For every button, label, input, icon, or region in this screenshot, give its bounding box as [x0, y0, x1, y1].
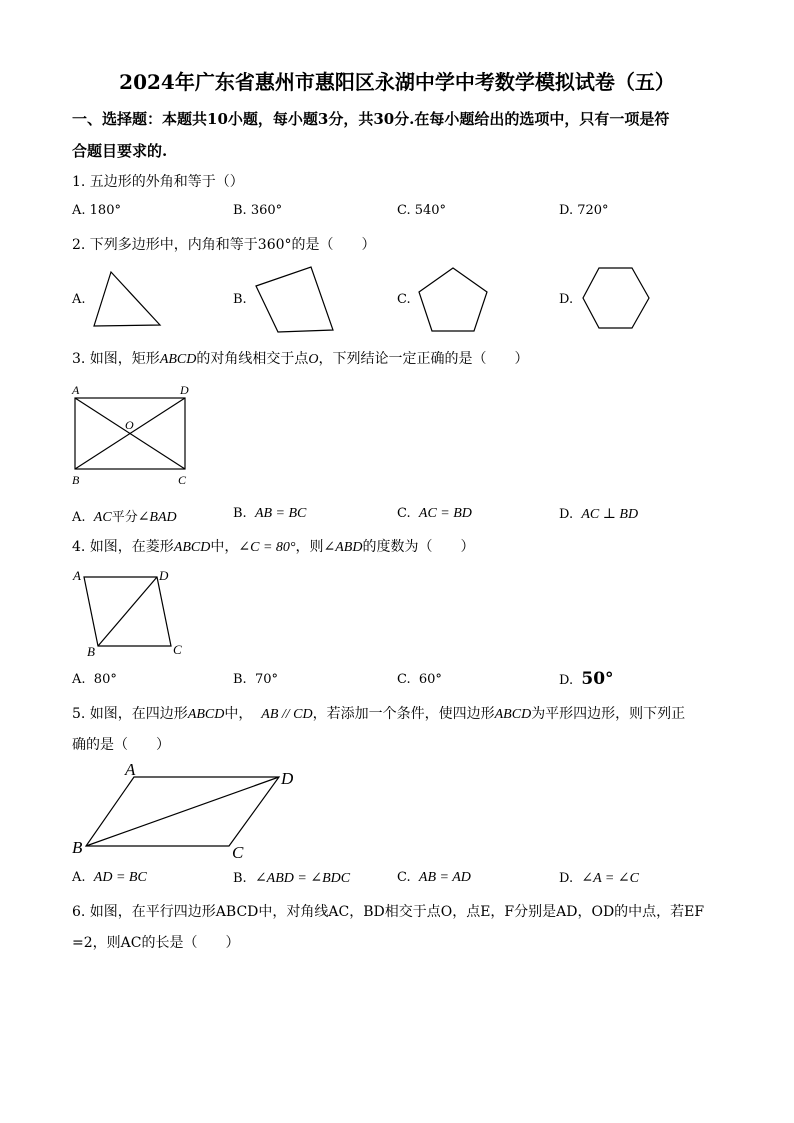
q3-option-a: A. AC平分∠BAD: [72, 510, 177, 525]
q1-option-d: D. 720°: [559, 203, 609, 218]
page-title: 2024年广东省惠州市惠阳区永湖中学中考数学模拟试卷（五）: [119, 70, 675, 94]
label-b: B: [72, 473, 80, 487]
q6-stem-line1: 6. 如图，在平行四边形ABCD中，对角线AC，BD相交于点O，点E，F分别是AD，OD的中点，若EF: [72, 904, 705, 920]
section-instruction-line2: 合题目要求的.: [72, 142, 168, 160]
label-d: D: [159, 568, 169, 583]
q5-option-a: A. AD = BC: [72, 870, 147, 885]
label-a: A: [72, 383, 80, 397]
q2-option-a: A.: [72, 292, 86, 307]
q3-option-c: C. AC = BD: [397, 506, 472, 521]
label-d: D: [180, 383, 189, 397]
section-instruction-line1: 一、选择题：本题共10小题，每小题3分，共30分.在每小题给出的选项中，只有一项是符: [72, 110, 670, 128]
q4-option-d: D. 50°: [559, 669, 614, 689]
q2-option-d: D.: [559, 292, 574, 307]
q3-option-d: D. AC ⊥ BD: [559, 507, 639, 522]
q4-option-b: B. 70°: [233, 672, 278, 687]
label-a: A: [125, 760, 136, 779]
label-b: B: [87, 644, 95, 659]
label-c: C: [232, 843, 244, 862]
diagonal-bd: [86, 777, 279, 846]
label-a: A: [73, 568, 81, 583]
q4-stem: 4. 如图，在菱形ABCD中，∠C = 80°，则∠ABD的度数为（ ）: [72, 539, 475, 555]
q2-option-c: C.: [397, 292, 411, 307]
q6-stem-line2: =2，则AC的长是（ ）: [72, 935, 240, 951]
q1-option-a: A. 180°: [72, 203, 121, 218]
label-o: O: [125, 418, 134, 432]
q5-option-d: D. ∠A = ∠C: [559, 871, 639, 886]
q3-stem: 3. 如图，矩形ABCD的对角线相交于点O，下列结论一定正确的是（ ）: [72, 351, 529, 367]
q4-option-c: C. 60°: [397, 672, 442, 687]
q1-option-b: B. 360°: [233, 203, 283, 218]
label-c: C: [178, 473, 187, 487]
q1-option-c: C. 540°: [397, 203, 447, 218]
label-d: D: [281, 769, 294, 788]
label-c: C: [173, 642, 182, 657]
q5-stem-line2: 确的是（ ）: [72, 737, 170, 753]
q3-option-b: B. AB = BC: [233, 506, 307, 521]
label-b: B: [72, 838, 83, 857]
q2-option-b: B.: [233, 292, 247, 307]
q5-option-c: C. AB = AD: [397, 870, 471, 885]
q5-option-b: B. ∠ABD = ∠BDC: [233, 871, 351, 886]
q1-stem: 1. 五边形的外角和等于（）: [72, 174, 244, 190]
q2-stem: 2. 下列多边形中，内角和等于360°的是（ ）: [72, 237, 376, 253]
q4-option-a: A. 80°: [72, 672, 117, 687]
q5-stem-line1: 5. 如图，在四边形ABCD中， AB // CD，若添加一个条件，使四边形ABCD为平形四边形，则下列正: [72, 706, 686, 722]
